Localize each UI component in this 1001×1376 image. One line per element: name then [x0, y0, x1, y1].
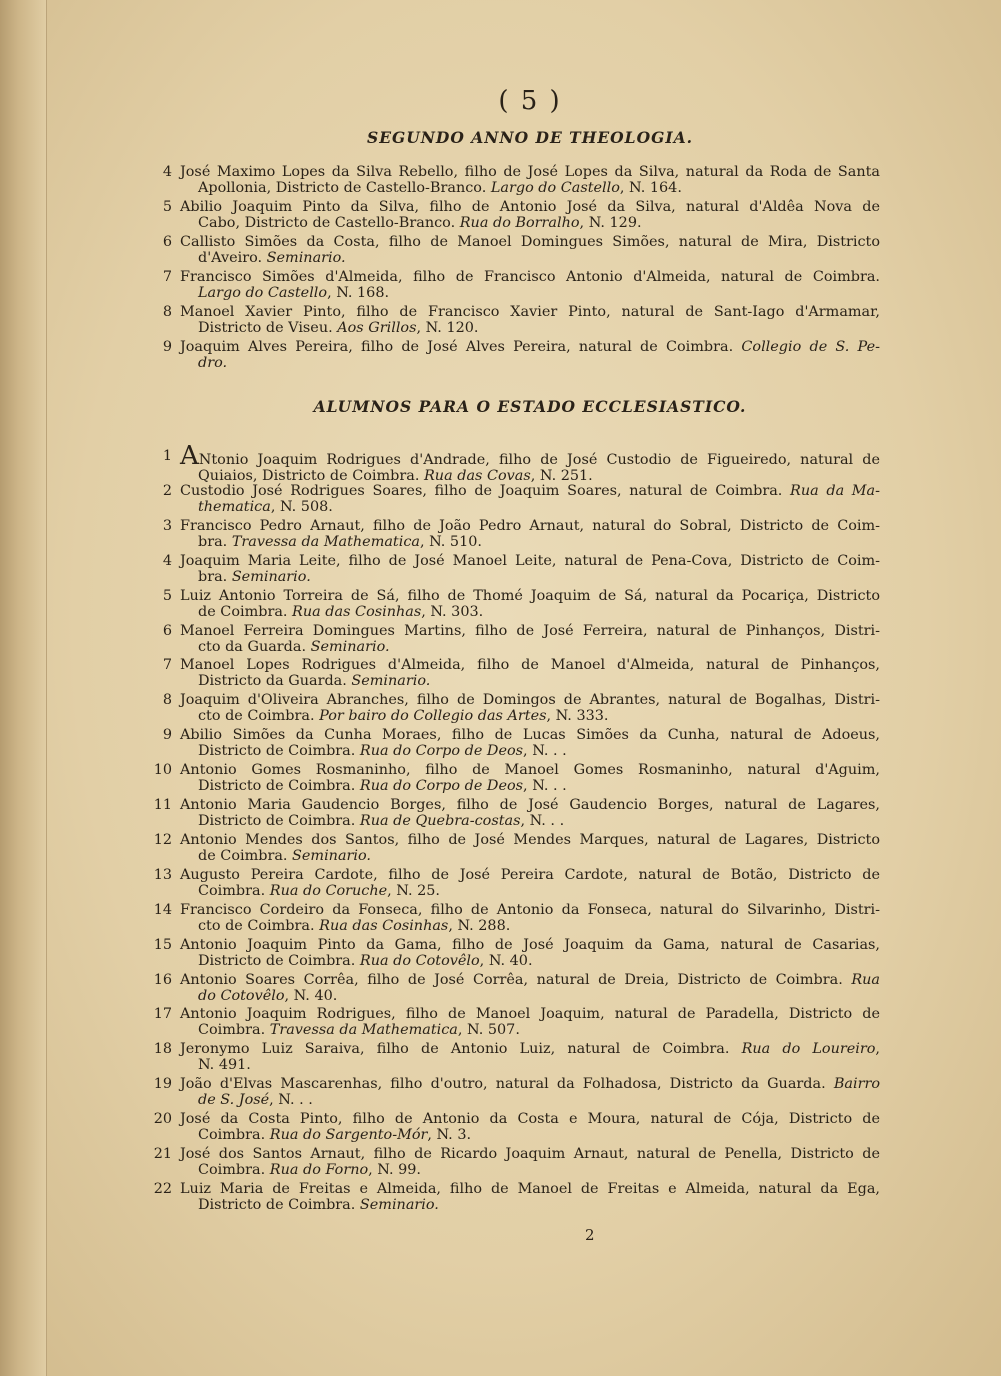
- address-text: thematica: [198, 498, 271, 515]
- entry: [162, 657, 880, 690]
- entry-line: [180, 588, 880, 604]
- entry-number: 3: [162, 517, 172, 534]
- entry: [162, 517, 880, 550]
- entry-text: Coimbra.: [198, 1162, 270, 1178]
- page-number: ( 5 ): [498, 86, 562, 116]
- entry-text: cto da Guarda.: [198, 638, 311, 655]
- entry-line: [180, 304, 880, 320]
- entry-number: 5: [162, 199, 172, 215]
- entry: [153, 1041, 880, 1074]
- entry-text: Luiz Antonio Torreira de Sá, filho de Thomé Joaquim de Sá, natural da Pocariça, Districto: [180, 587, 880, 604]
- address-text: dro.: [198, 355, 228, 371]
- address-text: Seminario.: [292, 847, 371, 864]
- entry-line: [180, 553, 880, 569]
- entry-number: 12: [153, 831, 172, 848]
- entry-line: [180, 1041, 880, 1057]
- entry-text: Districto de Coimbra.: [198, 778, 360, 795]
- entry-line: [180, 1181, 880, 1197]
- address-text: Collegio de S. Pe-: [741, 339, 880, 355]
- entry-text: Jeronymo Luiz Saraiva, filho de Antonio Luiz, natural de Coimbra.: [180, 1041, 742, 1058]
- entry-line: [180, 988, 880, 1004]
- entry: [153, 797, 880, 829]
- entry-text: Custodio José Rodrigues Soares, filho de Joaquim Soares, natural de Coimbra.: [180, 482, 791, 499]
- entry-text: Manoel Ferreira Domingues Martins, filho de José Ferreira, natural de Pinhanços, Distri-: [180, 622, 880, 639]
- entry-line: [180, 604, 880, 620]
- address-text: Rua do Corpo de Deos: [359, 778, 524, 795]
- entry-number: 4: [162, 164, 172, 180]
- entry-line: [180, 164, 880, 180]
- entry-text: de Coimbra.: [198, 847, 293, 864]
- entry-text: Abilio Simões da Cunha Moraes, filho de Lucas Simões da Cunha, natural de Adoeus,: [180, 727, 880, 744]
- entry-text: , N. 333.: [546, 708, 609, 725]
- entry-text: José dos Santos Arnaut, filho de Ricardo Joaquim Arnaut, natural de Penella, Districto de: [180, 1146, 880, 1162]
- entry-line: [180, 762, 880, 778]
- entry: [162, 269, 880, 301]
- entry-text: bra.: [198, 533, 232, 550]
- address-text: Rua do Borralho: [459, 215, 580, 231]
- entry: [153, 1111, 880, 1144]
- entry-text: Francisco Pedro Arnaut, filho de João Pedro Arnaut, natural do Sobral, Districto de Coim-: [180, 517, 880, 534]
- entry: [162, 482, 880, 515]
- address-text: do Cotovêlo: [198, 987, 285, 1004]
- address-text: Rua: [851, 971, 880, 988]
- entry-text: bra.: [198, 568, 232, 585]
- entry-number: 6: [162, 234, 172, 250]
- entry: [153, 936, 880, 969]
- address-text: Travessa da Mathematica: [269, 1022, 458, 1039]
- entry-number: 7: [162, 657, 172, 674]
- entry-line: [180, 269, 880, 285]
- address-text: Seminario.: [359, 1196, 439, 1213]
- entry-number: 21: [153, 1146, 172, 1162]
- address-text: Rua do Coruche: [269, 882, 388, 899]
- entry-line: [180, 883, 880, 899]
- entry-text: Antonio Soares Corrêa, filho de José Corrêa, natural de Dreia, Districto de Coimbra.: [180, 971, 852, 988]
- entry-text: , N. 288.: [448, 917, 511, 934]
- entry-line: [180, 1076, 880, 1092]
- entry-number: 7: [162, 269, 172, 285]
- address-text: Travessa da Mathematica: [231, 533, 420, 550]
- entry-text: , N. 40.: [479, 952, 533, 969]
- entry-line: [180, 832, 880, 848]
- entry-text: Coimbra.: [198, 1127, 270, 1144]
- entry-text: de Coimbra.: [198, 603, 293, 620]
- entry-line: [180, 708, 880, 724]
- entry-number: 16: [153, 971, 172, 988]
- entry-line: [180, 234, 880, 250]
- entry-text: , N. . .: [269, 1092, 313, 1109]
- entry-line: [180, 902, 880, 918]
- entry: [162, 304, 880, 336]
- entry-line: [180, 778, 880, 794]
- address-text: Seminario.: [310, 638, 390, 655]
- entry: [153, 831, 880, 864]
- entry-number: 5: [162, 587, 172, 604]
- address-text: Rua do Loureiro: [741, 1041, 876, 1058]
- address-text: Rua das Cosinhas: [292, 603, 422, 620]
- entry-text: Districto de Coimbra.: [198, 743, 360, 760]
- entry-text: Districto da Guarda.: [198, 673, 352, 690]
- entry-text: Ntonio Joaquim Rodrigues d'Andrade, filho de José Custodio de Figueiredo, natural de: [198, 452, 880, 468]
- entry-text: Districto de Coimbra.: [198, 952, 360, 969]
- entry-line: [180, 285, 880, 301]
- entry-line: [180, 180, 880, 196]
- entry-text: José Maximo Lopes da Silva Rebello, filho de José Lopes da Silva, natural da Roda de Santa: [180, 164, 880, 180]
- entry-text: Districto de Coimbra.: [198, 1196, 360, 1213]
- entry-text: Antonio Maria Gaudencio Borges, filho de José Gaudencio Borges, natural de Lagares,: [180, 797, 880, 813]
- entry-line: [180, 727, 880, 743]
- entry-number: 22: [153, 1180, 172, 1197]
- entry-text: Antonio Gomes Rosmaninho, filho de Manoel Gomes Rosmaninho, natural d'Aguim,: [180, 762, 880, 779]
- entry-line: [180, 215, 880, 231]
- address-text: Rua do Cotovêlo: [359, 952, 480, 969]
- entry-text: cto de Coimbra.: [198, 917, 320, 934]
- entry-number: 9: [162, 727, 172, 744]
- entry-number: 18: [153, 1041, 172, 1058]
- entry-line: [180, 1162, 880, 1178]
- entry-number: 6: [162, 622, 172, 639]
- address-text: Seminario.: [231, 568, 311, 585]
- entry-text: Callisto Simões da Costa, filho de Manoel Domingues Simões, natural de Mira, Districto: [180, 234, 880, 250]
- entry-line: [180, 250, 880, 266]
- entry-text: Francisco Cordeiro da Fonseca, filho de Antonio da Fonseca, natural do Silvarinho, Distri-: [180, 901, 880, 918]
- entry-line: [180, 468, 880, 484]
- entry-line: [180, 499, 880, 515]
- entry-line: [180, 1057, 880, 1073]
- entry-text: , N. 3.: [427, 1127, 472, 1144]
- entry-line: [180, 657, 880, 673]
- entry-text: Coimbra.: [198, 1022, 270, 1039]
- entry-text: Districto de Viseu.: [198, 320, 338, 336]
- entry-number: 15: [153, 936, 172, 953]
- entry-line: [180, 813, 880, 829]
- entry-text: , N. . .: [523, 743, 567, 760]
- entry-line: [180, 569, 880, 585]
- entry-text: Joaquim d'Oliveira Abranches, filho de Domingos de Abrantes, natural de Bogalhas, Distri-: [180, 692, 880, 709]
- entry-line: [180, 867, 880, 883]
- entry-line: [180, 1092, 880, 1108]
- entry-line: [180, 1146, 880, 1162]
- entry: [153, 901, 880, 934]
- entry-number: 8: [162, 692, 172, 709]
- entry-text: , N. . .: [520, 813, 565, 829]
- entry-text: Cabo, Districto de Castello-Branco.: [198, 215, 460, 231]
- entry-line: [180, 441, 880, 471]
- entry-number: 4: [162, 552, 172, 569]
- entry-line: [180, 1127, 880, 1143]
- entry: [153, 1006, 880, 1039]
- entry-text: Manoel Xavier Pinto, filho de Francisco Xavier Pinto, natural de Sant-Iago d'Armamar,: [180, 304, 880, 320]
- entry-line: [180, 199, 880, 215]
- entry-number: 1: [162, 448, 172, 464]
- entry-text: Joaquim Alves Pereira, filho de José Alves Pereira, natural de Coimbra.: [180, 339, 742, 355]
- entry-text: Apollonia, Districto de Castello-Branco.: [198, 180, 491, 196]
- signature-mark: 2: [585, 1226, 595, 1244]
- entry-number: 10: [153, 762, 172, 779]
- entry-text: João d'Elvas Mascarenhas, filho d'outro, natural da Folhadosa, Districto da Guarda.: [180, 1076, 834, 1093]
- address-text: de S. José: [198, 1092, 270, 1109]
- entry-text: Augusto Pereira Cardote, filho de José Pereira Cardote, natural de Botão, Districto de: [180, 866, 880, 883]
- address-text: Largo do Castello: [198, 285, 328, 301]
- entry-line: [180, 1111, 880, 1127]
- entry: [162, 199, 880, 231]
- entry: [162, 441, 880, 484]
- entry-line: [180, 355, 880, 371]
- binding-gutter: [0, 0, 47, 1376]
- entry-text: Antonio Joaquim Pinto da Gama, filho de José Joaquim da Gama, natural de Casarias,: [180, 936, 880, 953]
- entry: [153, 971, 880, 1004]
- entry-text: ,: [875, 1041, 880, 1058]
- entry-text: , N. 508.: [270, 498, 333, 515]
- entry: [153, 866, 880, 899]
- entry: [162, 727, 880, 760]
- address-text: Rua das Covas: [423, 468, 531, 484]
- entry: [162, 339, 880, 371]
- address-text: Bairro: [833, 1076, 880, 1093]
- entry-text: , N. 251.: [530, 468, 593, 484]
- entry-line: [180, 953, 880, 969]
- entry-text: N. 491.: [198, 1057, 251, 1074]
- entry-text: Joaquim Maria Leite, filho de José Manoel Leite, natural de Pena-Cova, Districto de Coim-: [180, 552, 880, 569]
- address-text: Rua de Quebra-costas: [359, 813, 521, 829]
- entry: [162, 234, 880, 266]
- entry-number: 17: [153, 1006, 172, 1023]
- entry: [162, 587, 880, 620]
- entry-number: 2: [162, 482, 172, 499]
- entry-text: Districto de Coimbra.: [198, 813, 360, 829]
- entry-text: Abilio Joaquim Pinto da Silva, filho de Antonio José da Silva, natural d'Aldêa Nova de: [180, 199, 880, 215]
- entry-text: d'Aveiro.: [198, 250, 267, 266]
- entry-text: cto de Coimbra.: [198, 708, 320, 725]
- entry-line: [180, 483, 880, 499]
- address-text: Por bairo do Collegio das Artes: [319, 708, 547, 725]
- entry-number: 14: [153, 901, 172, 918]
- entry-text: Quiaios, Districto de Coimbra.: [198, 468, 424, 484]
- entry-text: Manoel Lopes Rodrigues d'Almeida, filho de Manoel d'Almeida, natural de Pinhanços,: [180, 657, 880, 674]
- entry: [153, 1146, 880, 1178]
- entry-line: [180, 918, 880, 934]
- entry: [162, 692, 880, 725]
- entry-number: 11: [153, 797, 172, 813]
- entry-text: Coimbra.: [198, 882, 270, 899]
- entry-line: [180, 534, 880, 550]
- entry-number: 19: [153, 1076, 172, 1093]
- entry: [153, 1180, 880, 1213]
- entry: [162, 622, 880, 655]
- entry-text: , N. 168.: [327, 285, 390, 301]
- entry-line: [180, 1197, 880, 1213]
- entry-text: Antonio Joaquim Rodrigues, filho de Manoel Joaquim, natural de Paradella, Districto de: [180, 1006, 880, 1023]
- address-text: Aos Grillos: [337, 320, 417, 336]
- drop-cap: A: [180, 441, 199, 471]
- entry: [162, 164, 880, 196]
- address-text: Largo do Castello: [490, 180, 620, 196]
- entry-text: José da Costa Pinto, filho de Antonio da Costa e Moura, natural de Cója, Districto de: [180, 1111, 880, 1128]
- entry-text: , N. 510.: [419, 533, 482, 550]
- entry-line: [180, 797, 880, 813]
- section-title: SEGUNDO ANNO DE THEOLOGIA.: [367, 128, 693, 147]
- entry-number: 13: [153, 866, 172, 883]
- entry-text: Antonio Mendes dos Santos, filho de José Mendes Marques, natural de Lagares, Districto: [180, 831, 880, 848]
- entry-line: [180, 1006, 880, 1022]
- entry: [153, 1076, 880, 1109]
- entry-text: , N. 25.: [387, 882, 440, 899]
- entry-text: , N. 164.: [619, 180, 682, 196]
- entry-text: , N. 129.: [579, 215, 642, 231]
- entry-text: , N. 40.: [284, 987, 338, 1004]
- address-text: Seminario.: [351, 673, 431, 690]
- entry: [162, 552, 880, 585]
- entry-number: 9: [162, 339, 172, 355]
- entry-text: , N. 507.: [457, 1022, 520, 1039]
- entry-line: [180, 1022, 880, 1038]
- address-text: Seminario.: [266, 250, 346, 266]
- entry-line: [180, 673, 880, 689]
- entry-line: [180, 320, 880, 336]
- entry: [153, 762, 880, 795]
- entry-text: , N. . .: [523, 778, 567, 795]
- entry-line: [180, 639, 880, 655]
- entry-text: , N. 99.: [368, 1162, 421, 1178]
- entry-number: 8: [162, 304, 172, 320]
- address-text: Rua do Corpo de Deos: [359, 743, 524, 760]
- entry-text: , N. 120.: [416, 320, 479, 336]
- entry-line: [180, 692, 880, 708]
- entry-line: [180, 339, 880, 355]
- address-text: Rua do Sargento-Mór: [269, 1127, 428, 1144]
- entry-line: [180, 972, 880, 988]
- entry-line: [180, 937, 880, 953]
- entry-number: 20: [153, 1111, 172, 1128]
- address-text: Rua das Cosinhas: [319, 917, 449, 934]
- entry-line: [180, 518, 880, 534]
- entry-line: [180, 743, 880, 759]
- address-text: Rua da Ma-: [790, 482, 880, 499]
- entry-text: , N. 303.: [421, 603, 484, 620]
- entry-text: Luiz Maria de Freitas e Almeida, filho de Manoel de Freitas e Almeida, natural da Ega,: [180, 1180, 880, 1197]
- entry-line: [180, 848, 880, 864]
- section-title: ALUMNOS PARA O ESTADO ECCLESIASTICO.: [313, 397, 747, 416]
- entry-text: Francisco Simões d'Almeida, filho de Francisco Antonio d'Almeida, natural de Coimbra.: [180, 269, 880, 285]
- address-text: Rua do Forno: [269, 1162, 369, 1178]
- entry-line: [180, 623, 880, 639]
